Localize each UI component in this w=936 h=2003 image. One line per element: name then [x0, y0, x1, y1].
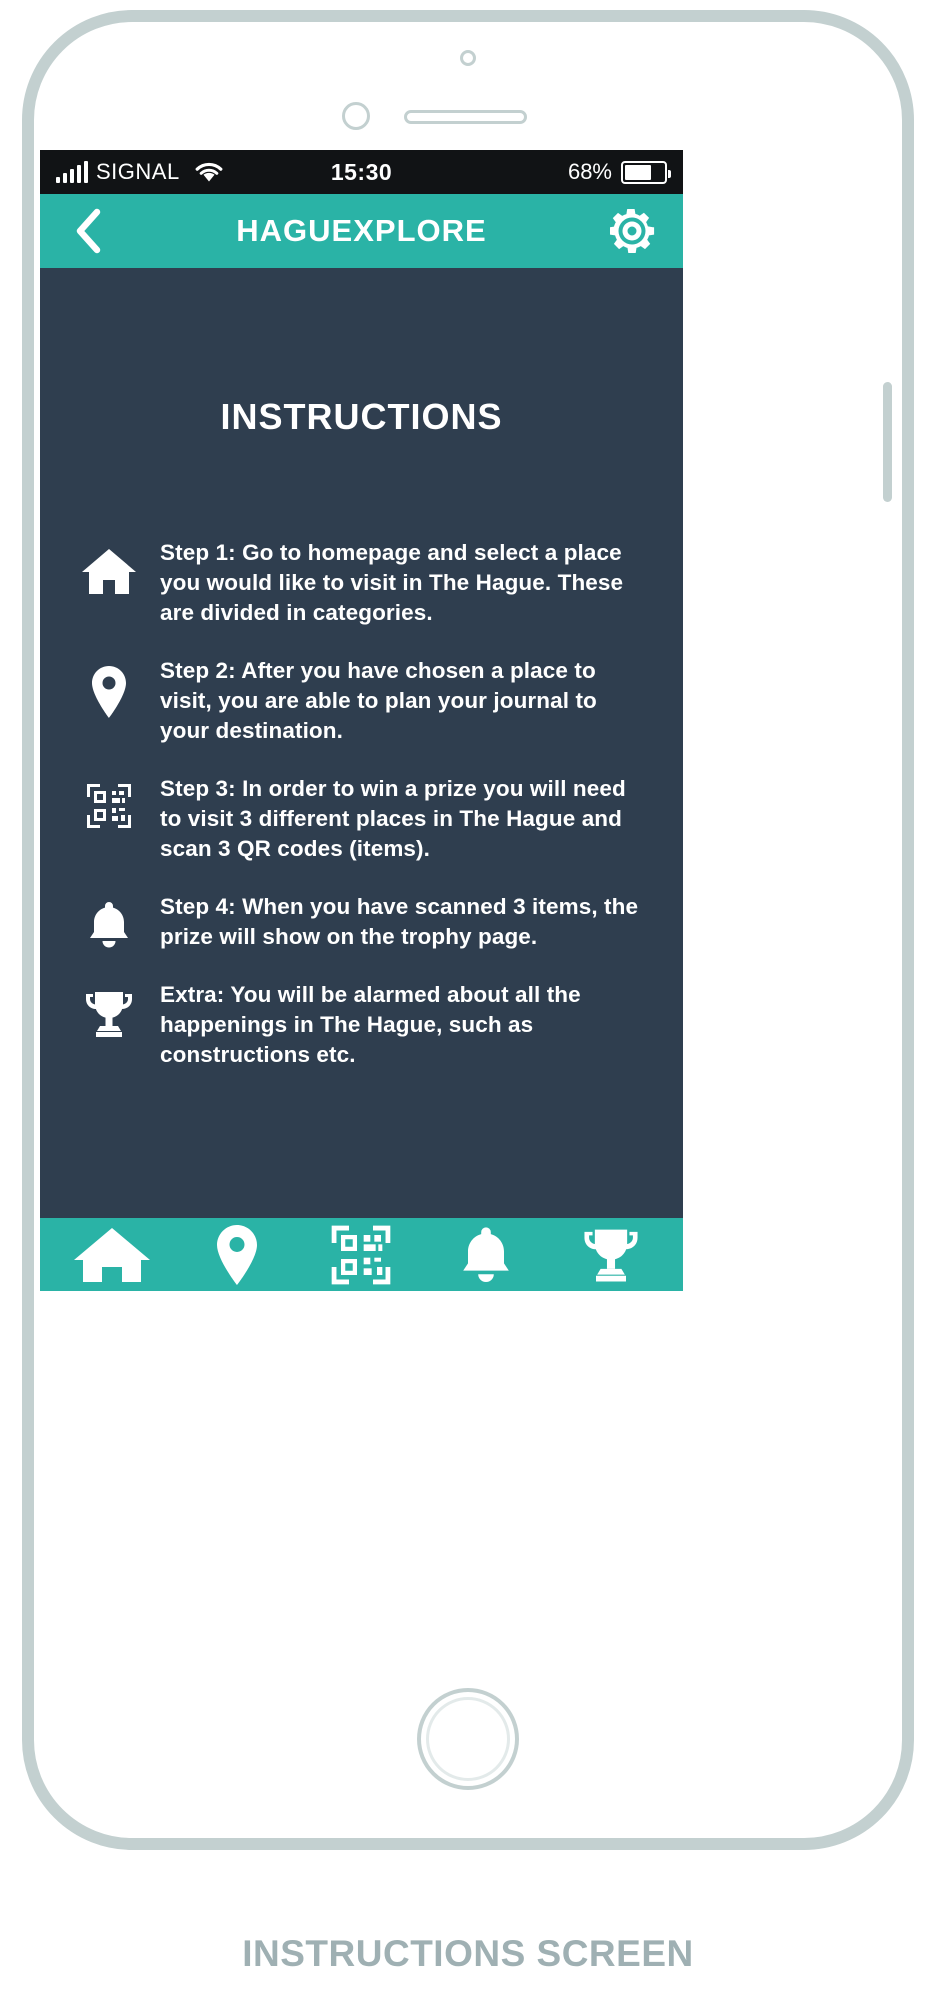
qr-code-icon [76, 774, 142, 830]
app-title: HAGUEXPLORE [236, 213, 487, 248]
carrier-label: SIGNAL [96, 159, 180, 184]
tab-home[interactable] [64, 1223, 160, 1287]
map-pin-icon [76, 656, 142, 720]
clock-label: 15:30 [330, 158, 393, 185]
home-icon [70, 1224, 154, 1286]
front-camera-icon [342, 102, 370, 130]
page-title: INSTRUCTIONS [220, 396, 503, 437]
list-item-text: Extra: You will be alarmed about all the happenings in The Hague, such as constructions etc. [160, 982, 581, 1067]
steps-list [76, 538, 647, 1070]
list-item [76, 980, 647, 1070]
list-item [76, 538, 647, 628]
status-bar-right [568, 159, 667, 185]
proximity-sensor-icon [460, 50, 476, 66]
app-header [40, 194, 683, 268]
trophy-icon [580, 1225, 642, 1285]
gear-icon [607, 206, 657, 256]
qr-code-icon [329, 1223, 393, 1287]
phone-screen [40, 150, 683, 1291]
list-item-text: Step 3: In order to win a prize you will need to visit 3 different places in The Hague and scan 3 QR codes (items). [160, 776, 626, 861]
instructions-content [40, 268, 683, 1218]
screen-caption: INSTRUCTIONS SCREEN [242, 1933, 694, 1974]
tab-scan[interactable] [313, 1223, 409, 1287]
map-pin-icon [213, 1223, 261, 1287]
list-item [76, 892, 647, 952]
home-icon [76, 538, 142, 598]
tab-notifications[interactable] [438, 1223, 534, 1287]
tab-trophy[interactable] [563, 1223, 659, 1287]
home-button[interactable] [417, 1688, 519, 1790]
status-bar [40, 150, 683, 194]
settings-button[interactable] [607, 206, 657, 256]
trophy-icon [76, 980, 142, 1040]
list-item-text: Step 2: After you have chosen a place to visit, you are able to plan your journal to your destination. [160, 658, 597, 743]
power-button[interactable] [883, 382, 892, 502]
bell-icon [459, 1225, 513, 1285]
battery-percent-label: 68% [567, 159, 612, 184]
bell-icon [76, 892, 142, 950]
list-item-text: Step 4: When you have scanned 3 items, the prize will show on the trophy page. [160, 894, 639, 949]
bottom-tab-bar [40, 1218, 683, 1291]
list-item [76, 656, 647, 746]
list-item [76, 774, 647, 864]
list-item-text: Step 1: Go to homepage and select a place you would like to visit in The Hague. These are divided in categories. [160, 540, 624, 625]
battery-icon [621, 161, 667, 184]
tab-map[interactable] [189, 1223, 285, 1287]
earpiece-speaker [404, 110, 527, 124]
